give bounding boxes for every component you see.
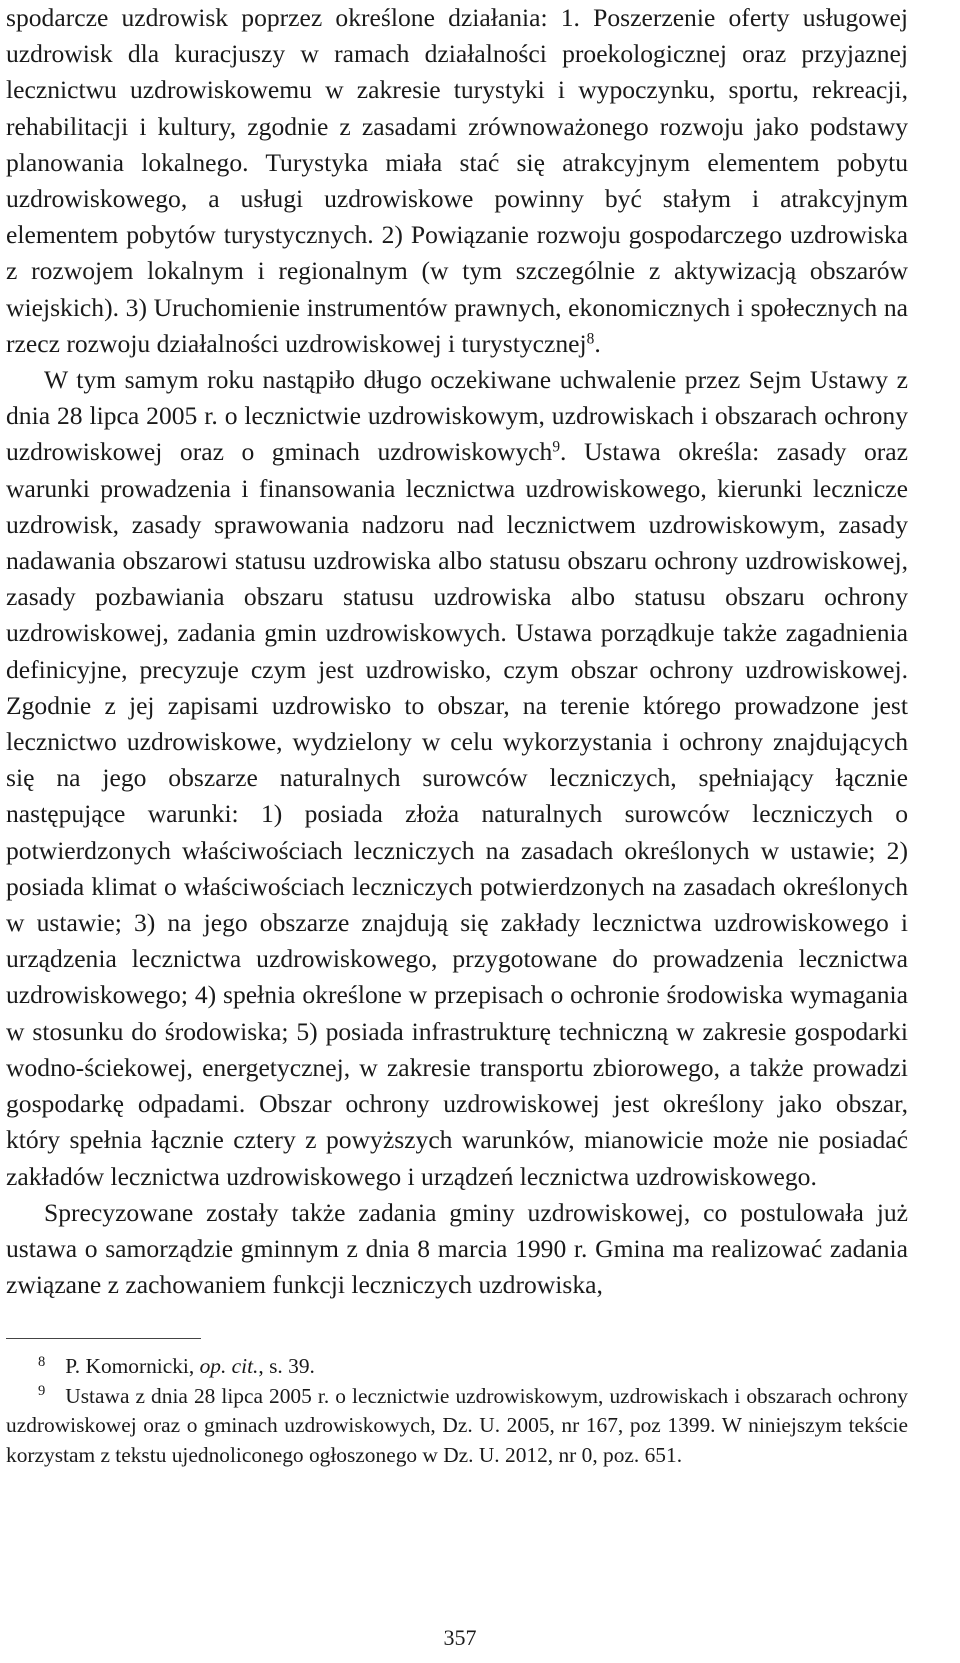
paragraph bbox=[6, 1195, 908, 1304]
page-body bbox=[6, 0, 908, 1303]
footnote-reference: 8 bbox=[586, 330, 595, 348]
text-run: Sprecyzowane zostały także zadania gminy uzdrowiskowej, co postulowała już ustawa o samorządzie gminnym z dnia 8 marcia 1990 r. Gmina ma realizować zadania związane z zachowaniem funkcji leczniczych uzdrowiska, bbox=[6, 1197, 908, 1300]
footnote bbox=[6, 1352, 908, 1382]
text-run: P. Komornicki, bbox=[65, 1354, 200, 1378]
footnote-number: 8 bbox=[38, 1353, 46, 1370]
paragraph bbox=[6, 0, 908, 362]
italic-text: op. cit. bbox=[199, 1354, 259, 1378]
footnote-reference: 9 bbox=[552, 439, 561, 456]
page-number: 357 bbox=[443, 1625, 477, 1650]
text-run: spodarcze uzdrowisk poprzez określone działania: 1. Poszerzenie oferty usługowej uzdrowisk dla kuracjuszy w ramach działalności proekologicznej oraz przyjaznej lecznictwu uzdrowiskowemu w zakresie turystyki i wypoczynku, sportu, rekreacji, rehabilitacji i kultury, zgodnie z zasadami zrównoważonego rozwoju jako podstawy planowania lokalnego. Turystyka miała stać się atrakcyjnym elementem pobytu uzdrowiskowego, a usługi uzdrowiskowe powinny być stałym i atrakcyjnym elementem pobytów turystycznych. 2) Powiązanie rozwoju gospodarczego uzdrowiska z rozwojem lokalnym i regionalnym (w tym szczególnie z aktywizacją obszarów wiejskich). 3) Uruchomienie instrumentów prawnych, ekonomicznych i społecznych na rzecz rozwoju działalności uzdrowiskowej i turystycznej bbox=[6, 3, 908, 358]
main-text bbox=[6, 0, 908, 1303]
footnote bbox=[6, 1382, 908, 1471]
footnotes bbox=[6, 1352, 908, 1470]
text-run: . Ustawa określa: zasady oraz warunki prowadzenia i finansowania lecznictwa uzdrowiskowego, kierunki lecznicze uzdrowisk, zasady sprawowania nadzoru nad lecznictwem uzdrowiskowym, zasady nadawania obszarowi statusu uzdrowiska albo statusu obszaru ochrony uzdrowiskowej, zasady pozbawiania obszaru statusu uzdrowiska albo statusu obszaru ochrony uzdrowiskowej, zadania gmin uzdrowiskowych. Ustawa porządkuje także zagadnienia definicyjne, precyzuje czym jest uzdrowisko, czym obszar ochrony uzdrowiskowej. Zgodnie z jej zapisami uzdrowisko to obszar, na terenie którego prowadzone jest lecznictwo uzdrowiskowe, wydzielony w celu wykorzystania i ochrony znajdujących się na jego obszarze naturalnych surowców leczniczych, spełniający łącznie następujące warunki: 1) posiada złoża naturalnych surowców leczniczych o potwierdzonych właściwościach leczniczych na zasadach określonych w ustawie; 2) posiada klimat o właściwościach leczniczych potwierdzonych na zasadach określonych w ustawie; 3) na jego obszarze znajdują się zakłady lecznictwa uzdrowiskowego i urządzenia lecznictwa uzdrowiskowego, przygotowane do prowadzenia lecznictwa uzdrowiskowego; 4) spełnia określone w przepisach o ochronie środowiska wymagania w stosunku do środowiska; 5) posiada infrastrukturę techniczną w zakresie gospodarki wodno-ściekowej, energetycznej, w zakresie transportu zbiorowego, a także prowadzi gospodarkę odpadami. Obszar ochrony uzdrowiskowej jest określony jako obszar, który spełnia łącznie cztery z powyższych warunków, mianowicie może nie posiadać zakładów lecznictwa uzdrowiskowego i urządzeń lecznictwa uzdrowiskowego. bbox=[6, 437, 908, 1191]
footnote-number: 9 bbox=[38, 1383, 46, 1400]
text-run: Ustawa z dnia 28 lipca 2005 r. o lecznictwie uzdrowiskowym, uzdrowiskach i obszarach ochrony uzdrowiskowej oraz o gminach uzdrowiskowych, Dz. U. 2005, nr 167, poz 1399. W niniejszym tekście korzystam z tekstu ujednoliconego ogłoszonego w Dz. U. 2012, nr 0, poz. 651. bbox=[6, 1383, 908, 1467]
text-run: W tym samym roku nastąpiło długo oczekiwane uchwalenie przez Sejm Ustawy z dnia 28 lipca 2005 r. o lecznictwie uzdrowiskowym, uzdrowiskach i obszarach ochrony uzdrowiskowej oraz o gminach uzdrowiskowych bbox=[6, 365, 908, 467]
text-run: . bbox=[594, 328, 601, 358]
text-run: , s. 39. bbox=[258, 1354, 315, 1378]
paragraph bbox=[6, 362, 908, 1195]
footnote-separator bbox=[6, 1338, 201, 1339]
